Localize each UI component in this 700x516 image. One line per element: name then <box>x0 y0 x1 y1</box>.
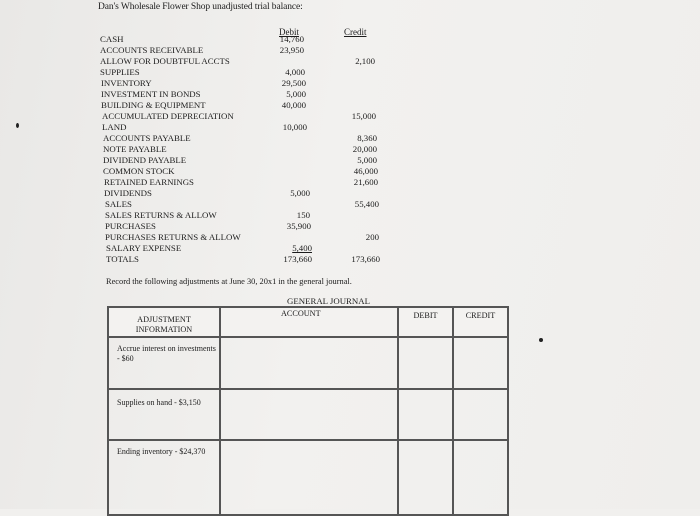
debit-amount: 150 <box>296 210 310 220</box>
account-header-cell <box>220 307 398 337</box>
account-name: RETAINED EARNINGS <box>104 177 194 187</box>
trial-balance-row <box>0 177 420 188</box>
credit-column-header: Credit <box>344 27 367 37</box>
credit-amount: 21,600 <box>353 177 378 187</box>
adjustment-info-cell <box>108 389 220 441</box>
account-name: SALES <box>105 199 132 209</box>
general-journal-table <box>107 306 509 516</box>
credit-entry-cell[interactable] <box>453 337 508 389</box>
journal-header-row <box>108 307 508 337</box>
journal-credit-header: CREDIT <box>465 311 496 320</box>
trial-balance-row <box>0 111 420 122</box>
debit-amount: 173,660 <box>283 254 312 264</box>
trial-balance-row <box>0 188 420 199</box>
account-name: TOTALS <box>106 254 139 264</box>
trial-balance-row <box>0 89 420 100</box>
trial-balance-row <box>0 210 420 221</box>
account-name: INVESTMENT IN BONDS <box>101 89 201 99</box>
adjustment-header-cell <box>108 307 220 337</box>
trial-balance-row <box>0 221 420 232</box>
credit-amount: 55,400 <box>354 199 379 209</box>
trial-balance-row <box>0 232 420 243</box>
journal-row <box>108 337 508 389</box>
trial-balance-row <box>0 67 420 78</box>
credit-entry-cell[interactable] <box>453 389 508 441</box>
instruction-text: Record the following adjustments at June 30, 20x1 in the general journal. <box>106 277 352 286</box>
trial-balance-row <box>0 243 420 254</box>
account-name: ALLOW FOR DOUBTFUL ACCTS <box>100 56 230 66</box>
debit-amount: 5,400 <box>292 243 312 253</box>
debit-column-header: Debit <box>279 27 299 37</box>
trial-balance-row <box>0 166 420 177</box>
credit-amount: 15,000 <box>351 111 376 121</box>
adjustment-info-cell <box>108 337 220 389</box>
trial-balance-row <box>0 45 420 56</box>
adjustment-info-header: ADJUSTMENT INFORMATION <box>135 315 193 334</box>
debit-entry-cell[interactable] <box>398 440 453 515</box>
account-name: ACCOUNTS RECEIVABLE <box>100 45 204 55</box>
account-name: PURCHASES <box>105 221 156 231</box>
trial-balance-row <box>0 199 420 210</box>
trial-balance-row <box>0 155 420 166</box>
debit-header-cell <box>398 307 453 337</box>
account-name: ACCUMULATED DEPRECIATION <box>102 111 234 121</box>
account-name: DIVIDENDS <box>104 188 152 198</box>
page-title: Dan's Wholesale Flower Shop unadjusted trial balance: <box>98 2 303 12</box>
credit-amount: 2,100 <box>355 56 375 66</box>
adjustment-info-text: Supplies on hand - $3,150 <box>117 397 201 407</box>
credit-header-cell <box>453 307 508 337</box>
debit-amount: 40,000 <box>281 100 306 110</box>
trial-balance-row <box>0 56 420 67</box>
trial-balance-row <box>0 122 420 133</box>
account-name: ACCOUNTS PAYABLE <box>103 133 191 143</box>
debit-amount: 5,000 <box>290 188 310 198</box>
debit-entry-cell[interactable] <box>398 389 453 441</box>
adjustment-info-text: Accrue interest on investments - $60 <box>117 344 216 363</box>
journal-row <box>108 389 508 441</box>
account-name: SALARY EXPENSE <box>106 243 182 253</box>
account-entry-cell[interactable] <box>220 389 398 441</box>
credit-entry-cell[interactable] <box>453 440 508 515</box>
credit-amount: 20,000 <box>352 144 377 154</box>
credit-amount: 5,000 <box>357 155 377 165</box>
debit-amount: 35,900 <box>286 221 311 231</box>
debit-amount: 10,000 <box>282 122 307 132</box>
credit-amount: 173,660 <box>351 254 380 264</box>
account-name: LAND <box>102 122 127 132</box>
trial-balance-row <box>0 100 420 111</box>
account-name: INVENTORY <box>101 78 152 88</box>
adjustment-info-text: Ending inventory - $24,370 <box>117 447 206 457</box>
general-journal-title: GENERAL JOURNAL <box>287 296 370 306</box>
journal-debit-header: DEBIT <box>413 311 438 320</box>
account-name: COMMON STOCK <box>103 166 175 176</box>
debit-amount: 23,950 <box>279 45 304 55</box>
debit-entry-cell[interactable] <box>398 337 453 389</box>
credit-amount: 200 <box>365 232 379 242</box>
stray-mark <box>539 338 543 342</box>
debit-amount: 14,760 <box>279 34 304 44</box>
stray-mark <box>16 123 19 128</box>
account-header: ACCOUNT <box>281 309 321 318</box>
credit-amount: 8,360 <box>357 133 377 143</box>
trial-balance-row <box>0 144 420 155</box>
account-name: NOTE PAYABLE <box>103 144 167 154</box>
account-name: DIVIDEND PAYABLE <box>103 155 187 165</box>
account-name: BUILDING & EQUIPMENT <box>101 100 206 110</box>
trial-balance-row <box>0 133 420 144</box>
account-name: CASH <box>100 34 124 44</box>
trial-balance-row <box>0 78 420 89</box>
account-entry-cell[interactable] <box>220 440 398 515</box>
adjustment-info-cell <box>108 440 220 515</box>
account-entry-cell[interactable] <box>220 337 398 389</box>
account-name: SUPPLIES <box>100 67 140 77</box>
debit-amount: 4,000 <box>285 67 305 77</box>
account-name: PURCHASES RETURNS & ALLOW <box>105 232 241 242</box>
journal-row <box>108 440 508 515</box>
debit-amount: 29,500 <box>281 78 306 88</box>
trial-balance-row <box>0 34 420 45</box>
debit-amount: 5,000 <box>286 89 306 99</box>
credit-amount: 46,000 <box>353 166 378 176</box>
account-name: SALES RETURNS & ALLOW <box>105 210 217 220</box>
trial-balance-row <box>0 254 420 265</box>
